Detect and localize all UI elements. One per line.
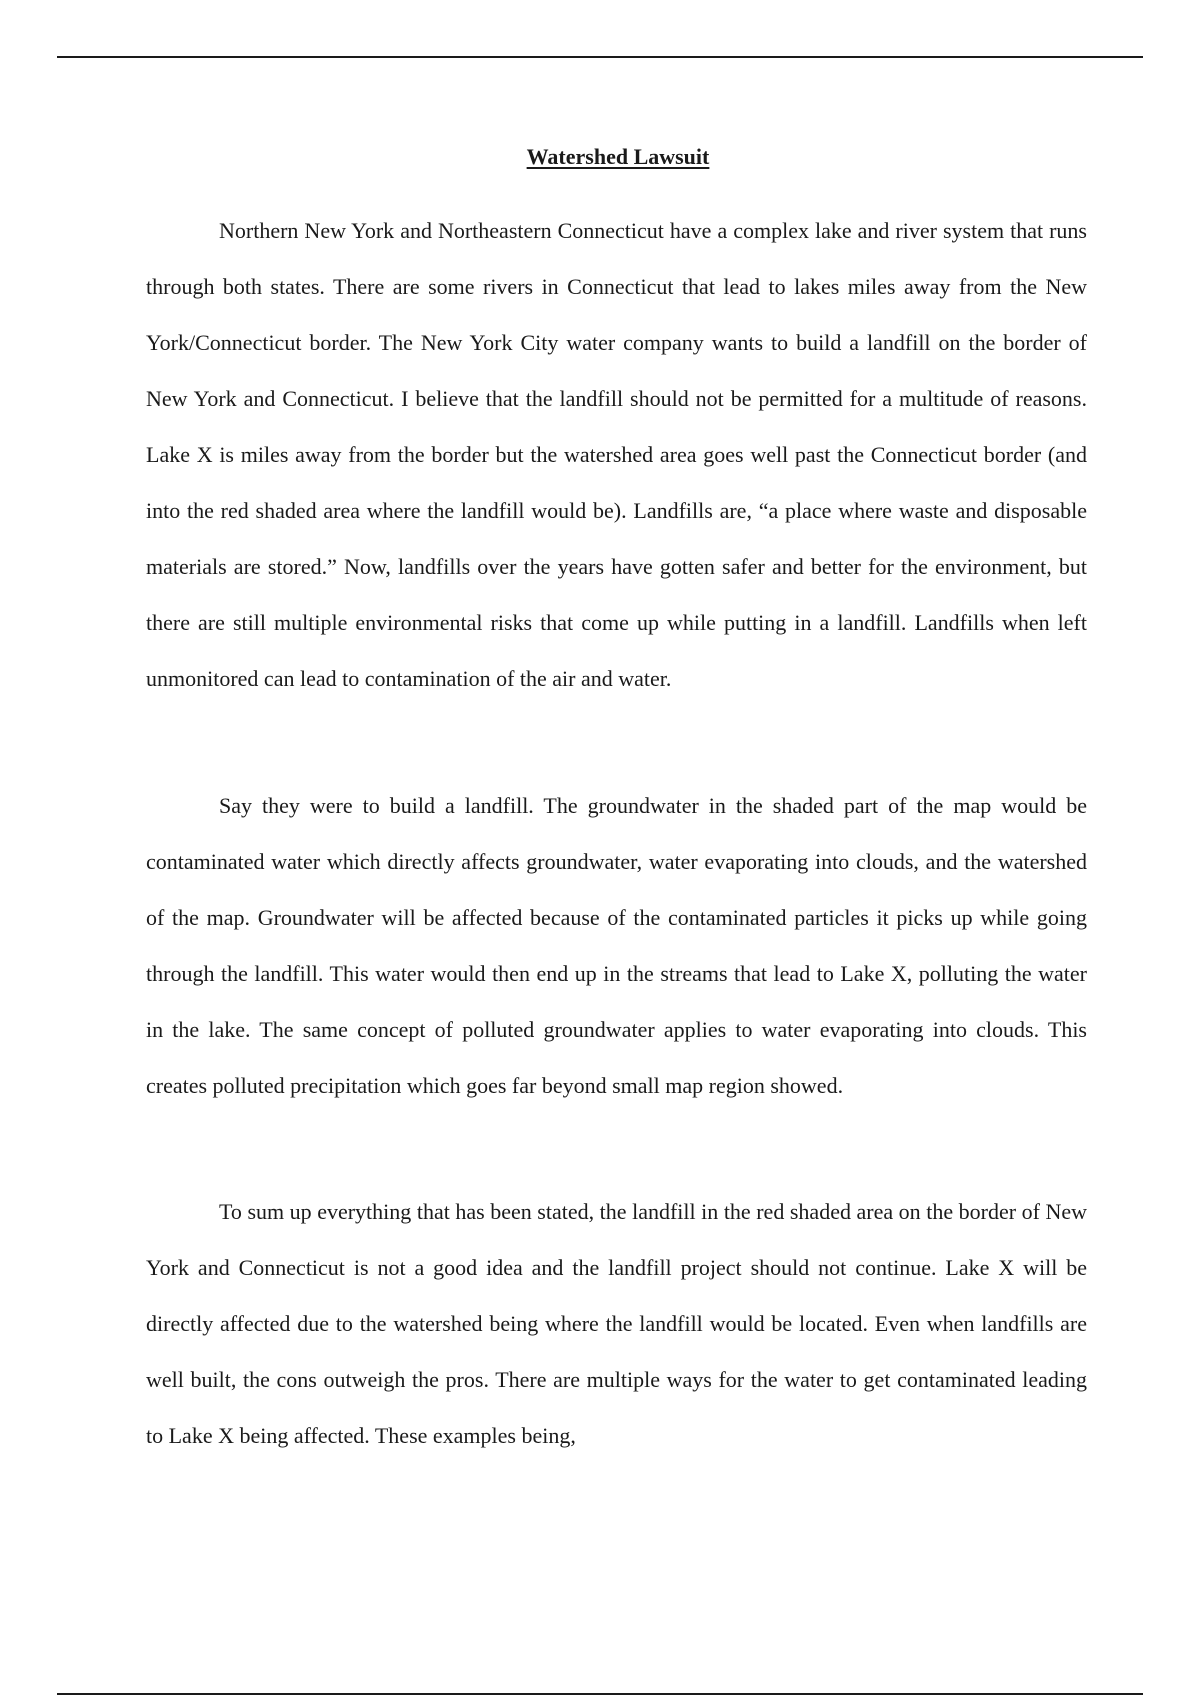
body-paragraph: Northern New York and Northeastern Connecticut have a complex lake and river system that runs through both states. There are some rivers in Connecticut that lead to lakes miles away from the New York/Connecticut border. The New York City water company wants to build a landfill on the border of New York and Connecticut. I believe that the landfill should not be permitted for a multitude of reasons. Lake X is miles away from the border but the watershed area goes well past the Connecticut border (and into the red shaded area where the landfill would be). Landfills are, “a place where waste and disposable materials are stored.” Now, landfills over the years have gotten safer and better for the environment, but there are still multiple environmental risks that come up while putting in a landfill. Landfills when left unmonitored can lead to contamination of the air and water.: [146, 218, 1087, 691]
paragraph-block: [146, 1184, 1087, 1464]
header-rule: [57, 56, 1143, 58]
body-paragraph: Say they were to build a landfill. The groundwater in the shaded part of the map would be contaminated water which directly affects groundwater, water evaporating into clouds, and the watershed of the map. Groundwater will be affected because of the contaminated particles it picks up while going through the landfill. This water would then end up in the streams that lead to Lake X, polluting the water in the lake. The same concept of polluted groundwater applies to water evaporating into clouds. This creates polluted precipitation which goes far beyond small map region showed.: [146, 793, 1087, 1098]
paragraph-block: [146, 203, 1087, 707]
document-title: Watershed Lawsuit: [526, 144, 710, 169]
paragraph-block: [146, 778, 1087, 1114]
footer-rule: [57, 1693, 1143, 1695]
body-paragraph: To sum up everything that has been stated, the landfill in the red shaded area on the border of New York and Connecticut is not a good idea and the landfill project should not continue. Lake X will be directly affected due to the watershed being where the landfill would be located. Even when landfills are well built, the cons outweigh the pros. There are multiple ways for the water to get contaminated leading to Lake X being affected. These examples being,: [146, 1199, 1087, 1448]
